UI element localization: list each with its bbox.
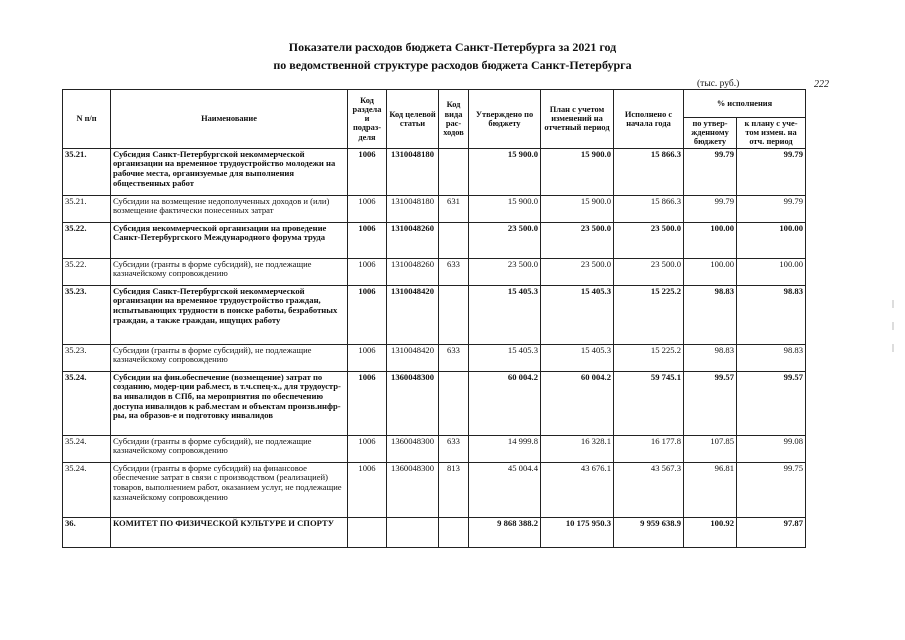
budget-table [62,89,806,548]
row-pct-approved: 99.57 [684,371,737,435]
header-section: Код раздела и подраз-деля [348,90,387,149]
row-pct-plan: 97.87 [737,517,806,547]
header-pct-plan: к плану с уче-том измен. на отч. период [737,118,806,149]
row-name: Субсидии (гранты в форме субсидий), не подлежащие казначейскому сопровождению [111,344,348,371]
row-plan: 15 405.3 [541,344,614,371]
row-section: 1006 [348,148,387,195]
header-plan: План с учетом изменений на отчетный период [541,90,614,149]
row-plan: 15 900.0 [541,148,614,195]
row-section: 1006 [348,195,387,222]
row-pct-plan: 99.75 [737,462,806,517]
table-row [63,258,806,285]
row-article: 1310048420 [387,285,439,344]
row-pct-plan: 100.00 [737,222,806,258]
row-name: Субсидии на фин.обеспечение (возмещение) затрат по созданию, модер-ции раб.мест, в т.ч.спец-х., для трудоустр-ва инвалидов в СПб, на мероприятия по обеспечению доступа инвалидов к раб.местам и объектам произв.инфр-ры, на образов-е и подготовку инвалидов [111,371,348,435]
table-row [63,222,806,258]
row-article [387,517,439,547]
row-pct-approved: 98.83 [684,285,737,344]
row-name: КОМИТЕТ ПО ФИЗИЧЕСКОЙ КУЛЬТУРЕ И СПОРТУ [111,517,348,547]
row-article: 1360048300 [387,435,439,462]
row-executed: 59 745.1 [614,371,684,435]
row-executed: 15 225.2 [614,344,684,371]
row-executed: 15 866.3 [614,195,684,222]
row-num: 35.23. [63,285,111,344]
row-section: 1006 [348,285,387,344]
units-label: (тыс. руб.) [697,79,740,89]
row-approved: 15 900.0 [469,148,541,195]
row-kind: 633 [439,258,469,285]
row-kind: 813 [439,462,469,517]
table-row [63,195,806,222]
row-pct-approved: 100.00 [684,258,737,285]
row-pct-approved: 99.79 [684,195,737,222]
row-plan: 23 500.0 [541,258,614,285]
row-article: 1310048180 [387,195,439,222]
row-pct-plan: 99.08 [737,435,806,462]
row-section: 1006 [348,371,387,435]
row-plan: 16 328.1 [541,435,614,462]
row-name: Субсидии на возмещение недополученных доходов и (или) возмещение фактически понесенных затрат [111,195,348,222]
row-pct-plan: 98.83 [737,344,806,371]
table-row [63,344,806,371]
row-num: 36. [63,517,111,547]
row-kind [439,222,469,258]
table-row [63,285,806,344]
row-pct-approved: 96.81 [684,462,737,517]
row-num: 35.21. [63,195,111,222]
row-plan: 43 676.1 [541,462,614,517]
scan-edge-marks [890,300,896,360]
document-subtitle: по ведомственной структуре расходов бюджета Санкт-Петербурга [273,58,632,72]
row-section: 1006 [348,258,387,285]
row-kind: 631 [439,195,469,222]
row-approved: 15 405.3 [469,344,541,371]
row-num: 35.24. [63,435,111,462]
row-executed: 43 567.3 [614,462,684,517]
row-plan: 15 405.3 [541,285,614,344]
row-pct-approved: 100.00 [684,222,737,258]
row-approved: 9 868 388.2 [469,517,541,547]
row-executed: 9 959 638.9 [614,517,684,547]
row-approved: 15 405.3 [469,285,541,344]
row-num: 35.21. [63,148,111,195]
row-executed: 23 500.0 [614,222,684,258]
row-approved: 15 900.0 [469,195,541,222]
row-article: 1360048300 [387,462,439,517]
row-article: 1360048300 [387,371,439,435]
table-row [63,517,806,547]
row-approved: 45 004.4 [469,462,541,517]
row-approved: 14 999.8 [469,435,541,462]
row-kind [439,285,469,344]
header-name: Наименование [111,90,348,149]
row-section: 1006 [348,222,387,258]
header-kind: Код вида рас-ходов [439,90,469,149]
row-pct-plan: 100.00 [737,258,806,285]
row-pct-plan: 99.79 [737,195,806,222]
row-article: 1310048260 [387,222,439,258]
table-row [63,148,806,195]
row-num: 35.24. [63,462,111,517]
row-executed: 15 866.3 [614,148,684,195]
row-executed: 15 225.2 [614,285,684,344]
row-plan: 23 500.0 [541,222,614,258]
row-section [348,517,387,547]
row-num: 35.23. [63,344,111,371]
row-approved: 23 500.0 [469,222,541,258]
row-plan: 10 175 950.3 [541,517,614,547]
row-pct-plan: 99.79 [737,148,806,195]
document-title: Показатели расходов бюджета Санкт-Петербурга за 2021 год [288,40,617,54]
row-kind [439,148,469,195]
row-name: Субсидия Санкт-Петербургской некоммерческой организации на временное трудоустройство граждан, испытывающих трудности в поиске работы, безработных граждан, а также граждан, ищущих работу [111,285,348,344]
row-section: 1006 [348,344,387,371]
row-section: 1006 [348,435,387,462]
row-section: 1006 [348,462,387,517]
row-pct-plan: 98.83 [737,285,806,344]
table-row [63,462,806,517]
row-approved: 23 500.0 [469,258,541,285]
row-kind: 633 [439,435,469,462]
row-executed: 23 500.0 [614,258,684,285]
row-pct-approved: 99.79 [684,148,737,195]
table-row [63,371,806,435]
row-article: 1310048260 [387,258,439,285]
row-name: Субсидии (гранты в форме субсидий), не подлежащие казначейскому сопровождению [111,435,348,462]
row-plan: 15 900.0 [541,195,614,222]
row-article: 1310048180 [387,148,439,195]
row-num: 35.24. [63,371,111,435]
row-kind: 633 [439,344,469,371]
header-pct-group: % исполнения [684,90,806,118]
row-num: 35.22. [63,222,111,258]
header-approved: Утверждено по бюджету [469,90,541,149]
header-article: Код целевой статьи [387,90,439,149]
row-num: 35.22. [63,258,111,285]
header-executed: Исполнено с начала года [614,90,684,149]
row-name: Субсидия некоммерческой организации на проведение Санкт-Петербургского Международного форума труда [111,222,348,258]
row-pct-approved: 98.83 [684,344,737,371]
row-plan: 60 004.2 [541,371,614,435]
table-row [63,435,806,462]
row-executed: 16 177.8 [614,435,684,462]
row-approved: 60 004.2 [469,371,541,435]
row-pct-approved: 100.92 [684,517,737,547]
row-name: Субсидии (гранты в форме субсидий), не подлежащие казначейскому сопровождению [111,258,348,285]
row-pct-plan: 99.57 [737,371,806,435]
row-article: 1310048420 [387,344,439,371]
header-pct-approved: по утвер-жденному бюджету [684,118,737,149]
row-name: Субсидия Санкт-Петербургской некоммерческой организации на временное трудоустройство молодежи на рабочие места, организуемые для выполнения общественных работ [111,148,348,195]
row-kind [439,371,469,435]
header-num: N п/п [63,90,111,149]
page-number: 222 [814,79,829,90]
row-name: Субсидии (гранты в форме субсидий) на финансовое обеспечение затрат в связи с производством (реализацией) товаров, выполнением работ, оказанием услуг, не подлежащие казначейскому сопровождению [111,462,348,517]
row-kind [439,517,469,547]
row-pct-approved: 107.85 [684,435,737,462]
